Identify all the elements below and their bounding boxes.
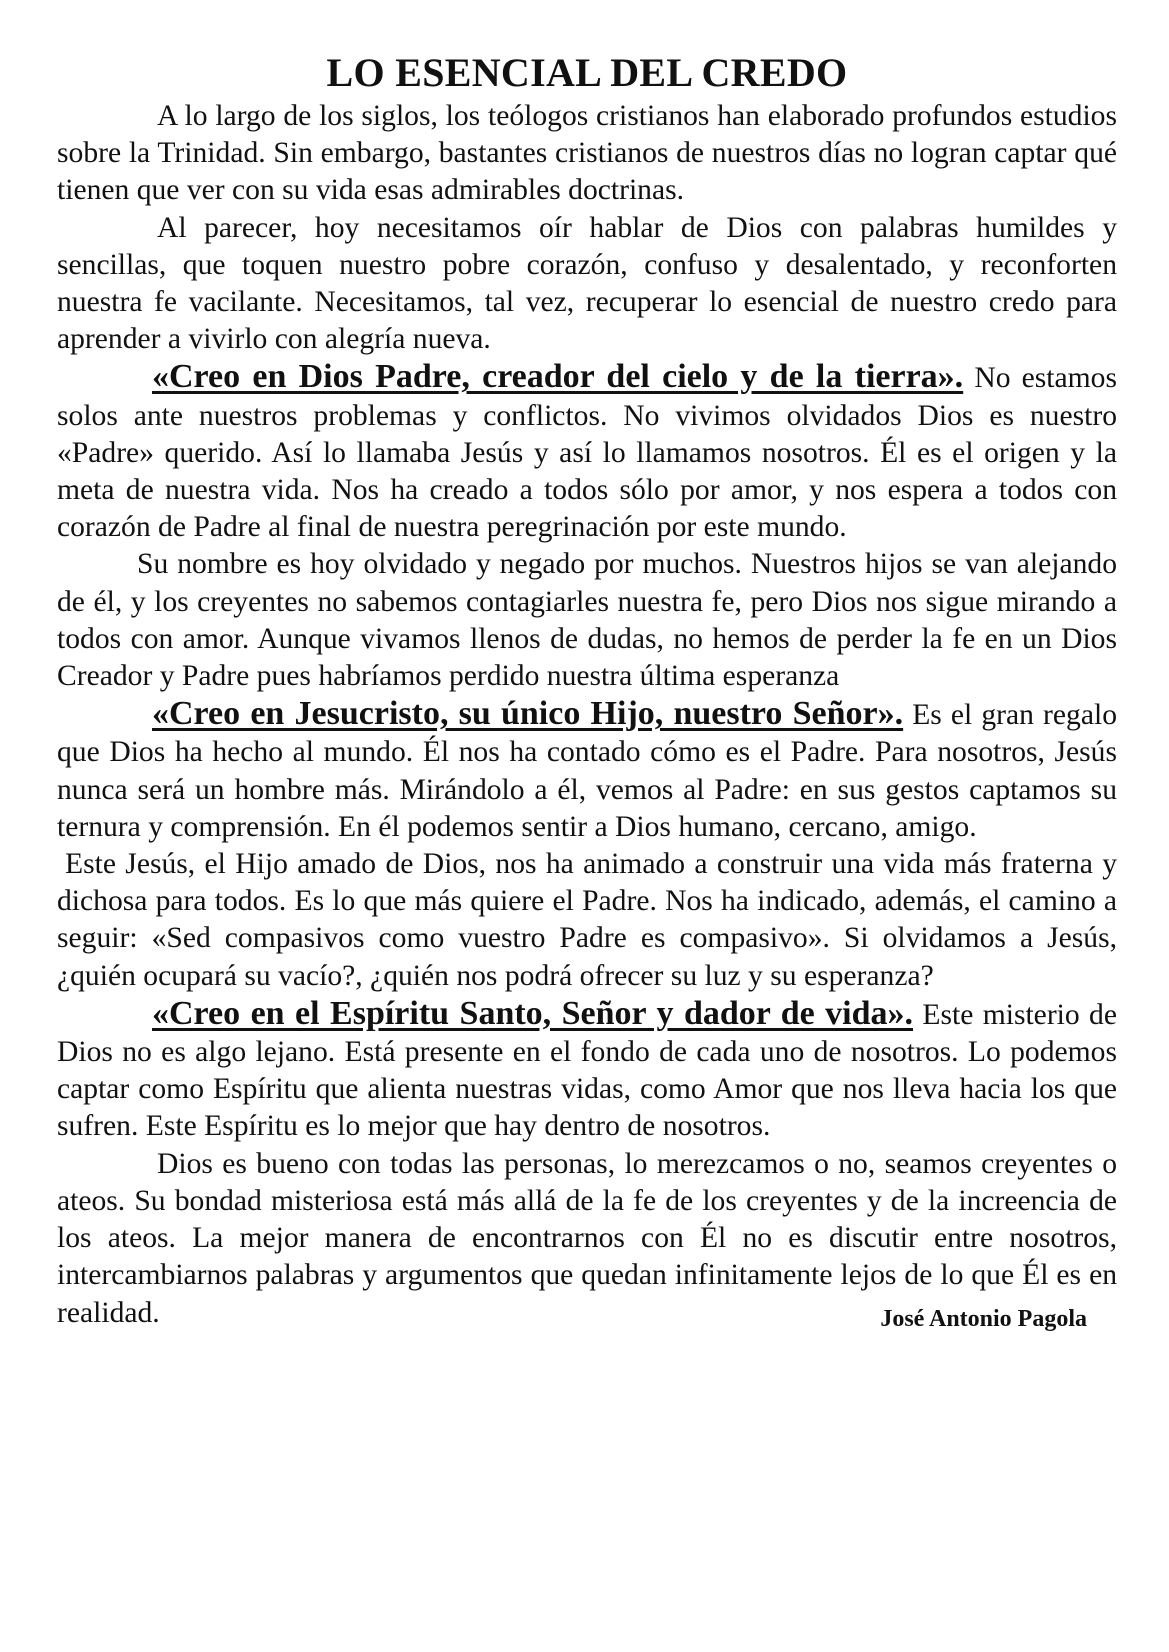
- document-page: [57, 48, 1117, 1338]
- paragraph-spirit-2-text: Dios es bueno con todas las personas, lo merezcamos o no, seamos creyentes o ateos. Su bondad misteriosa está más allá de la fe de los creyentes y de la increencia de los ateos. La mejor manera de encontrarnos con Él no es discutir entre nosotros, intercambiarnos palabras y argumentos que quedan infinitamente lejos de lo que Él es en realidad.: [57, 1147, 1117, 1329]
- creed-heading-son: «Creo en Jesucristo, su único Hijo, nuestro Señor».: [152, 695, 904, 733]
- paragraph-spirit-2: [57, 1146, 1117, 1332]
- page-title: LO ESENCIAL DEL CREDO: [326, 50, 848, 95]
- creed-heading-spirit: «Creo en el Espíritu Santo, Señor y dador de vida».: [152, 994, 914, 1032]
- paragraph-son-2: Este Jesús, el Hijo amado de Dios, nos ha animado a construir una vida más fraterna y dichosa para todos. Es lo que más quiere el Padre. Nos ha indicado, además, el camino a seguir: «Sed compasivos como vuestro Padre es compasivo». Si olvidamos a Jesús, ¿quién ocupará su vacío?, ¿quién nos podrá ofrecer su luz y su esperanza?: [57, 848, 1117, 992]
- author-signature: José Antonio Pagola: [880, 1305, 1087, 1332]
- section-spirit: [57, 995, 1117, 1146]
- section-father-text: No estamos solos ante nuestros problemas y conflictos. No vivimos olvidados Dios es nuestro «Padre» querido. Así lo llamaba Jesús y así lo llamamos nosotros. Él es el origen y la meta de nuestra vida. Nos ha creado a todos sólo por amor, y nos espera a todos con corazón de Padre al final de nuestra peregrinación por este mundo.: [57, 362, 1117, 544]
- section-spirit-text: Este misterio de Dios no es algo lejano. Está presente en el fondo de cada uno de nosotros. Lo podemos captar como Espíritu que alienta nuestras vidas, como Amor que nos lleva hacia los que sufren. Este Espíritu es lo mejor que hay dentro de nosotros.: [57, 998, 1117, 1143]
- paragraph-intro: A lo largo de los siglos, los teólogos cristianos han elaborado profundos estudios sobre la Trinidad. Sin embargo, bastantes cristianos de nuestros días no logran captar qué tienen que ver con su vida esas admirables doctrinas.: [57, 100, 1117, 207]
- paragraph-father-2: Su nombre es hoy olvidado y negado por muchos. Nuestros hijos se van alejando de él, y los creyentes no sabemos contagiarles nuestra fe, pero Dios nos sigue mirando a todos con amor. Aunque vivamos llenos de dudas, no hemos de perder la fe en un Dios Creador y Padre pues habríamos perdido nuestra última esperanza: [57, 548, 1117, 693]
- section-father: [57, 358, 1117, 546]
- section-son: [57, 695, 1117, 846]
- section-son-text: Es el gran regalo que Dios ha hecho al mundo. Él nos ha contado cómo es el Padre. Para nosotros, Jesús nunca será un hombre más. Mirándolo a él, vemos al Padre: en sus gestos captamos su ternura y comprensión. En él podemos sentir a Dios humano, cercano, amigo.: [57, 699, 1117, 843]
- creed-heading-father: «Creo en Dios Padre, creador del cielo y de la tierra».: [152, 358, 964, 396]
- paragraph-intro-2: Al parecer, hoy necesitamos oír hablar de Dios con palabras humildes y sencillas, que toquen nuestro pobre corazón, confuso y desalentado, y reconforten nuestra fe vacilante. Necesitamos, tal vez, recuperar lo esencial de nuestro credo para aprender a vivirlo con alegría nueva.: [57, 211, 1117, 356]
